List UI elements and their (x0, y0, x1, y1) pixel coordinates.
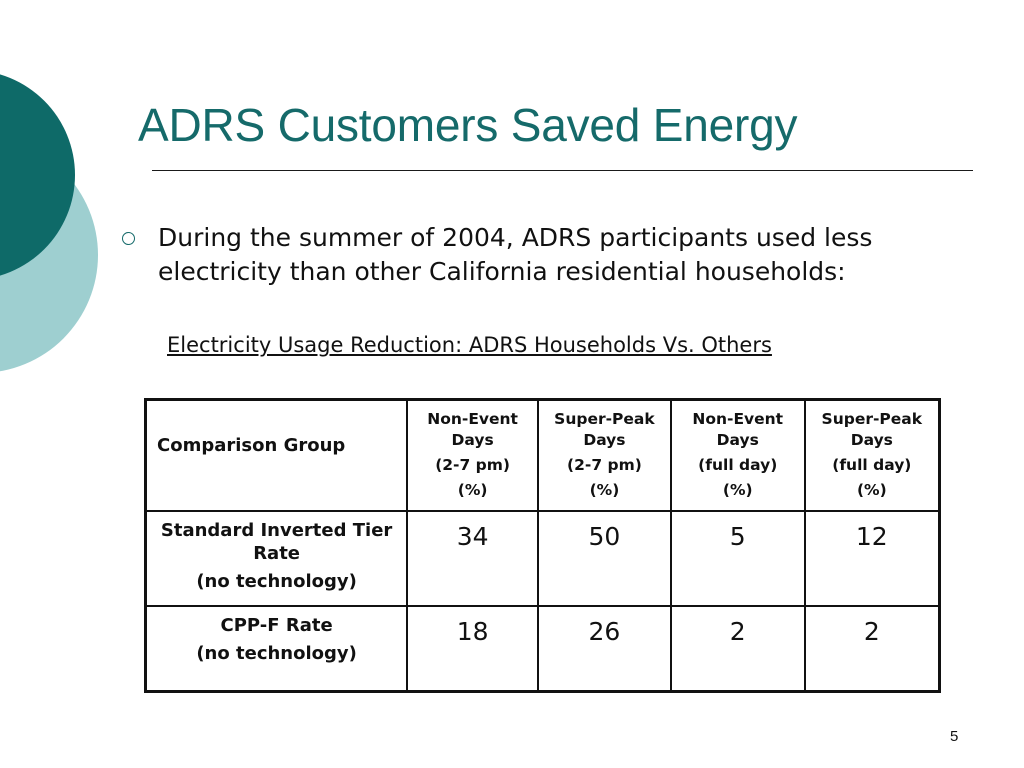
table-cell: 12 (805, 511, 940, 606)
column-header-unit: (%) (457, 481, 488, 499)
column-header-title: Non-Event Days (692, 410, 784, 449)
row-label-note: (no technology) (196, 642, 357, 664)
column-header-period: (full day) (832, 456, 912, 474)
column-header-period: (2-7 pm) (435, 456, 511, 474)
row-label (146, 606, 408, 692)
column-header-unit: (%) (856, 481, 887, 499)
table-caption: Electricity Usage Reduction: ADRS Households Vs. Others (167, 333, 772, 357)
table-row (146, 606, 940, 692)
column-header-unit: (%) (722, 481, 753, 499)
column-header-title: Super-Peak Days (821, 410, 923, 449)
title-divider (152, 170, 973, 171)
column-header (671, 400, 805, 511)
column-header (407, 400, 538, 511)
column-header (805, 400, 940, 511)
hollow-circle-bullet-icon (122, 232, 135, 245)
table-cell: 5 (671, 511, 805, 606)
table-cell: 26 (538, 606, 671, 692)
column-header-period: (full day) (698, 456, 778, 474)
table-cell: 2 (805, 606, 940, 692)
row-label-note: (no technology) (196, 570, 357, 592)
page-number: 5 (950, 728, 959, 745)
column-header-title: Super-Peak Days (554, 410, 655, 449)
table-row (146, 511, 940, 606)
table-cell: 34 (407, 511, 538, 606)
comparison-group-header: Comparison Group (146, 400, 408, 511)
bullet-item (122, 221, 992, 289)
table-cell: 2 (671, 606, 805, 692)
decorative-circles (0, 0, 110, 410)
column-header-title: Non-Event Days (427, 410, 518, 449)
bullet-text: During the summer of 2004, ADRS participants used less electricity than other California residential households: (158, 223, 873, 286)
column-header (538, 400, 671, 511)
table-cell: 18 (407, 606, 538, 692)
table-cell: 50 (538, 511, 671, 606)
row-label-name: CPP-F Rate (220, 614, 333, 636)
row-label-name: Standard Inverted Tier Rate (160, 519, 393, 564)
row-label (146, 511, 408, 606)
comparison-table (144, 398, 941, 693)
column-header-unit: (%) (589, 481, 620, 499)
column-header-period: (2-7 pm) (567, 456, 642, 474)
slide-title: ADRS Customers Saved Energy (138, 99, 798, 151)
table-header-row (146, 400, 940, 511)
